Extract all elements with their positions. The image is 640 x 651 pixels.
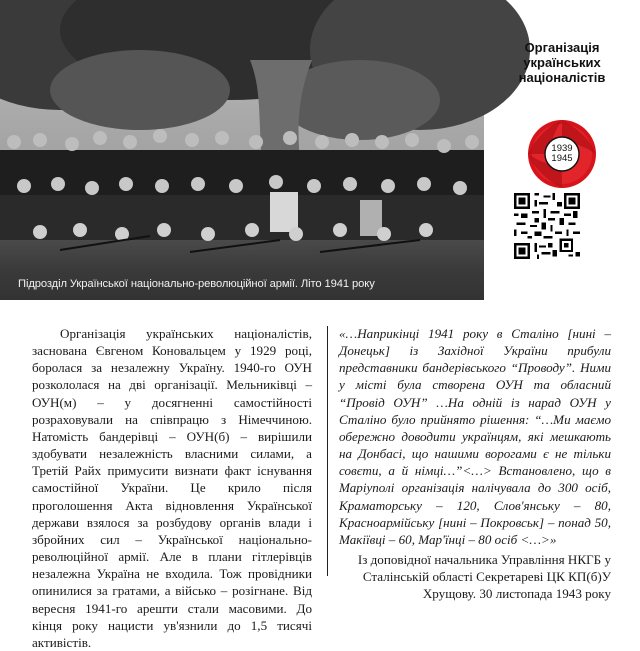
org-title-line-1: Організація	[524, 40, 600, 55]
org-title-line-2: українських	[523, 55, 601, 70]
soldiers-photo-image	[0, 0, 484, 300]
group-photo	[0, 0, 484, 300]
badge-years	[520, 112, 604, 196]
qr-code-icon[interactable]	[514, 193, 580, 259]
quote-column	[339, 325, 611, 603]
organization-title	[484, 40, 640, 85]
org-title-line-3: націоналістів	[518, 70, 606, 85]
archival-quote: «…Наприкінці 1941 року в Сталіно [нині – Донецьк] із Західної України прибули представники бандерівського “Проводу”. Ними у місті була створена ОУН та обласний “Провід ОУН” …На одній із нарад ОУН у Сталіно було прийнято рішення: “…Ми маємо обережно доводити українцям, які мешкають на Донбасі, що нашими ворогами є не тільки совєти, а й німці…”<…> Встановлено, що в Маріуполі організація налічувала до 300 осіб, Краматорську – 120, Слов'янську – 80, Красноармійську [нині – Покровськ] – понад 50, Макіївці – 60, Мар'їнці – 80 осіб <…>»	[339, 326, 611, 547]
sidebar	[484, 0, 640, 300]
quote-source: Із доповідної начальника Управління НКГБ у Сталінській області Секретареві ЦК КП(б)У Хрущову. 30 листопада 1943 року	[357, 552, 611, 602]
article-body: Організація українських націоналістів, заснована Євгеном Коновальцем у 1929 році, боролася за незалежну Україну. 1940-го ОУН розкололася на дві організації. Мельниківці – ОУН(м) – у досягненні самостійності розраховували на співпрацю з Німеччиною. Натомість бандерівці – ОУН(б) – вирішили здобувати незалежність власними силами, а Третій Райх примусити визнати факт існування самостійної України. Це крило після проголошення Акта відновлення Української держави взялося за розбудову органів влади і збройних сил – Української національно-революційної армії. Але в плани гітлерівців незалежна Україна не входила. Тож провідники опинилися за гратами, а військо – розігнане. Від вересня 1941-го арешти стали масовими. До кінця року нацисти ув'язнили до 1,5 тисячі активістів.	[32, 326, 312, 650]
years-badge	[520, 112, 604, 196]
column-divider	[327, 326, 328, 576]
badge-year-start: 1939	[551, 143, 573, 154]
photo-caption: Підрозділ Української національно-революційної армії. Літо 1941 року	[18, 278, 375, 290]
badge-year-end: 1945	[551, 153, 573, 164]
